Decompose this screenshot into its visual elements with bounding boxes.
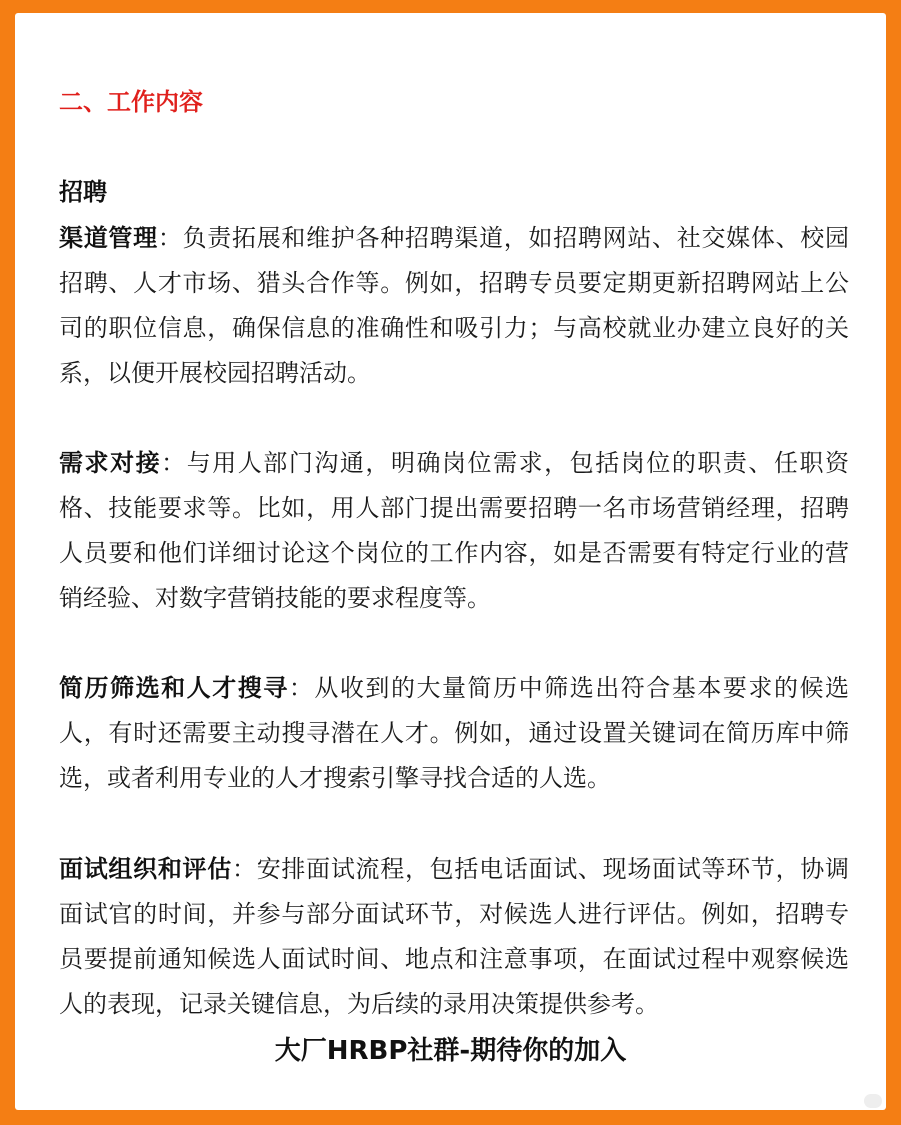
- paragraph-text: 与用人部门沟通，明确岗位需求，包括岗位的职责、任职资格、技能要求等。比如，用人部门提出需要招聘一名市场营销经理，招聘人员要和他们详细讨论这个岗位的工作内容，如是否需要有特定行业的营销经验、对数字营销技能的要求程度等。: [59, 449, 850, 612]
- paragraph-term: 面试组织和评估: [59, 855, 232, 883]
- paragraph-demand-alignment: [59, 441, 849, 621]
- watermark-icon: [864, 1094, 882, 1108]
- paragraph-separator: ：: [288, 674, 315, 702]
- paragraph-text: 负责拓展和维护各种招聘渠道，如招聘网站、社交媒体、校园招聘、人才市场、猎头合作等。例如，招聘专员要定期更新招聘网站上公司的职位信息，确保信息的准确性和吸引力；与高校就业办建立良好的关系，以便开展校园招聘活动。: [59, 224, 850, 387]
- paragraph-term: 简历筛选和人才搜寻: [59, 674, 289, 702]
- section-title: 二、工作内容: [59, 88, 203, 116]
- paragraph-resume-screening: [59, 666, 849, 801]
- paragraph-term: 渠道管理: [59, 224, 158, 252]
- paragraph-text: 从收到的大量简历中筛选出符合基本要求的候选人，有时还需要主动搜寻潜在人才。例如，通过设置关键词在简历库中筛选，或者利用专业的人才搜索引擎寻找合适的人选。: [59, 674, 850, 792]
- paragraph-text: 安排面试流程，包括电话面试、现场面试等环节，协调面试官的时间，并参与部分面试环节，对候选人进行评估。例如，招聘专员要提前通知候选人面试时间、地点和注意事项，在面试过程中观察候选人的表现，记录关键信息，为后续的录用决策提供参考。: [59, 855, 850, 1018]
- paragraph-separator: ：: [231, 855, 257, 883]
- paragraph-channel-management: [59, 216, 849, 396]
- paragraph-separator: ：: [157, 224, 183, 252]
- subheading-recruitment: 招聘: [59, 178, 107, 206]
- paragraph-interview-organization: [59, 847, 849, 1027]
- paragraph-term: 需求对接: [59, 449, 162, 477]
- footer-slogan: 大厂HRBP社群-期待你的加入: [274, 1036, 627, 1066]
- paragraph-separator: ：: [161, 449, 187, 477]
- content-card: [15, 13, 886, 1110]
